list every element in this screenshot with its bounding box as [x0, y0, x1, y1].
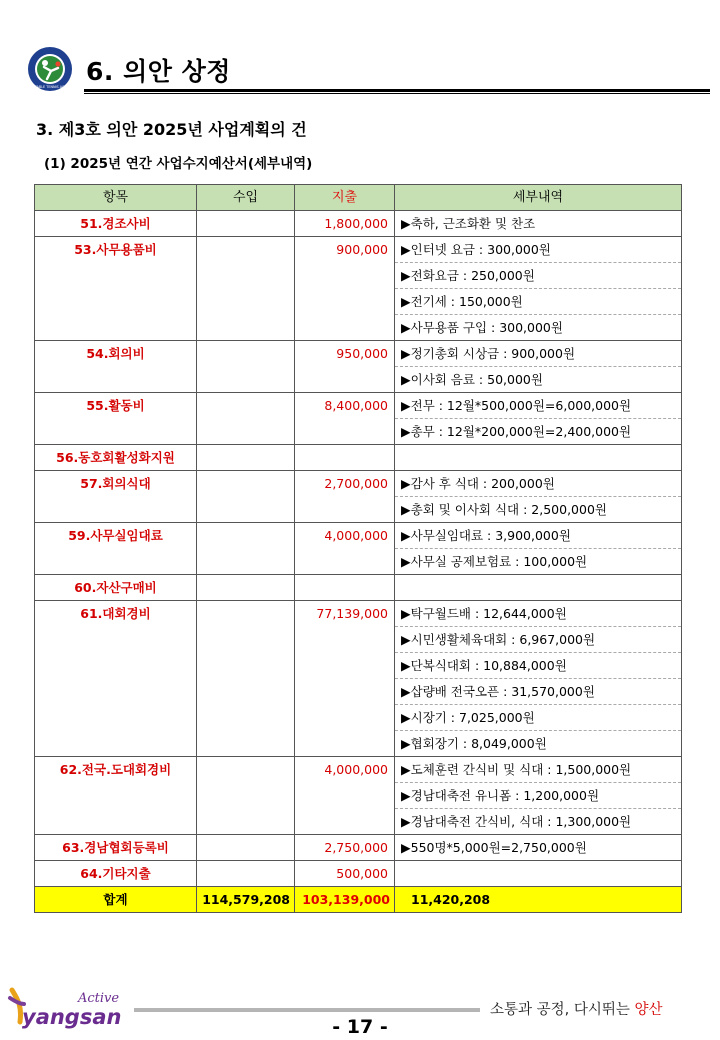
detail-cell: ▶단복식대회 : 10,884,000원 [395, 653, 682, 679]
total-row [35, 887, 682, 913]
header-item: 항목 [35, 185, 197, 211]
expense-cell: 2,750,000 [295, 835, 395, 861]
header-expense: 지출 [295, 185, 395, 211]
title-rule [84, 89, 710, 92]
table-row [35, 393, 682, 419]
total-balance: 11,420,208 [395, 887, 682, 913]
table-row [35, 237, 682, 263]
detail-cell: ▶정기총회 시상금 : 900,000원 [395, 341, 682, 367]
expense-cell [295, 575, 395, 601]
detail-cell: ▶축하, 근조화환 및 찬조 [395, 211, 682, 237]
budget-body [35, 211, 682, 913]
detail-cell: ▶사무실 공제보험료 : 100,000원 [395, 549, 682, 575]
detail-cell: ▶탁구월드배 : 12,644,000원 [395, 601, 682, 627]
expense-cell: 2,700,000 [295, 471, 395, 523]
expense-cell: 77,139,000 [295, 601, 395, 757]
footer-slogan: 소통과 공정, 다시뛰는 양산 [490, 1002, 663, 1018]
income-cell [197, 523, 295, 575]
income-cell [197, 211, 295, 237]
budget-item: 63.경남협회등록비 [35, 835, 197, 861]
table-row [35, 211, 682, 237]
page-number: - 17 - [332, 1016, 388, 1038]
detail-cell: ▶이사회 음료 : 50,000원 [395, 367, 682, 393]
budget-item: 60.자산구매비 [35, 575, 197, 601]
slogan-city: 양산 [634, 1002, 663, 1018]
detail-cell: ▶경남대축전 간식비, 식대 : 1,300,000원 [395, 809, 682, 835]
budget-item: 53.사무용품비 [35, 237, 197, 341]
total-income: 114,579,208 [197, 887, 295, 913]
detail-cell: ▶전화요금 : 250,000원 [395, 263, 682, 289]
budget-item: 59.사무실임대료 [35, 523, 197, 575]
table-row [35, 445, 682, 471]
income-cell [197, 861, 295, 887]
income-cell [197, 471, 295, 523]
detail-cell: ▶인터넷 요금 : 300,000원 [395, 237, 682, 263]
income-cell [197, 445, 295, 471]
detail-cell: ▶감사 후 식대 : 200,000원 [395, 471, 682, 497]
income-cell [197, 393, 295, 445]
header-details: 세부내역 [395, 185, 682, 211]
budget-item: 54.회의비 [35, 341, 197, 393]
expense-cell: 500,000 [295, 861, 395, 887]
expense-cell: 950,000 [295, 341, 395, 393]
income-cell [197, 757, 295, 835]
expense-cell: 900,000 [295, 237, 395, 341]
budget-item: 56.동호회활성화지원 [35, 445, 197, 471]
expense-cell [295, 445, 395, 471]
expense-cell: 4,000,000 [295, 757, 395, 835]
detail-cell: ▶도체훈련 간식비 및 식대 : 1,500,000원 [395, 757, 682, 783]
section-title: 6. 의안 상정 [86, 57, 231, 86]
budget-item: 61.대회경비 [35, 601, 197, 757]
income-cell [197, 341, 295, 393]
svg-text:yangsan: yangsan [22, 1005, 122, 1029]
detail-cell: ▶총회 및 이사회 식대 : 2,500,000원 [395, 497, 682, 523]
table-row [35, 835, 682, 861]
table-row [35, 341, 682, 367]
table-row [35, 861, 682, 887]
detail-cell [395, 575, 682, 601]
expense-cell: 4,000,000 [295, 523, 395, 575]
table-row [35, 471, 682, 497]
title-rule-thin [84, 93, 710, 94]
total-expense: 103,139,000 [295, 887, 395, 913]
budget-item: 64.기타지출 [35, 861, 197, 887]
income-cell [197, 835, 295, 861]
header-income: 수입 [197, 185, 295, 211]
detail-cell: ▶사무용품 구입 : 300,000원 [395, 315, 682, 341]
expense-cell: 1,800,000 [295, 211, 395, 237]
budget-table [34, 184, 682, 913]
budget-item: 57.회의식대 [35, 471, 197, 523]
svg-text:Active: Active [78, 991, 120, 1006]
expense-cell: 8,400,000 [295, 393, 395, 445]
table-row [35, 757, 682, 783]
svg-text:YANGSAN TABLE TENNIS ASSOCIATI: YANGSAN TABLE TENNIS ASSOCIATION [17, 85, 83, 89]
association-logo [17, 46, 83, 92]
income-cell [197, 575, 295, 601]
table-header-row [35, 185, 682, 211]
budget-subtitle: (1) 2025년 연간 사업수지예산서(세부내역) [44, 156, 313, 172]
table-row [35, 523, 682, 549]
income-cell [197, 601, 295, 757]
budget-item: 62.전국.도대회경비 [35, 757, 197, 835]
detail-cell: ▶총무 : 12월*200,000원=2,400,000원 [395, 419, 682, 445]
budget-item: 51.경조사비 [35, 211, 197, 237]
total-label: 합계 [35, 887, 197, 913]
table-row [35, 575, 682, 601]
agenda-title: 3. 제3호 의안 2025년 사업계획의 건 [36, 120, 307, 139]
detail-cell [395, 861, 682, 887]
detail-cell: ▶삽량배 전국오픈 : 31,570,000원 [395, 679, 682, 705]
table-row [35, 601, 682, 627]
detail-cell: ▶사무실임대료 : 3,900,000원 [395, 523, 682, 549]
detail-cell: ▶전기세 : 150,000원 [395, 289, 682, 315]
income-cell [197, 237, 295, 341]
detail-cell: ▶경남대축전 유니폼 : 1,200,000원 [395, 783, 682, 809]
detail-cell: ▶시민생활체육대회 : 6,967,000원 [395, 627, 682, 653]
detail-cell: ▶시장기 : 7,025,000원 [395, 705, 682, 731]
footer-divider [134, 1008, 480, 1012]
detail-cell: ▶전무 : 12월*500,000원=6,000,000원 [395, 393, 682, 419]
detail-cell: ▶550명*5,000원=2,750,000원 [395, 835, 682, 861]
detail-cell: ▶협회장기 : 8,049,000원 [395, 731, 682, 757]
detail-cell [395, 445, 682, 471]
budget-item: 55.활동비 [35, 393, 197, 445]
